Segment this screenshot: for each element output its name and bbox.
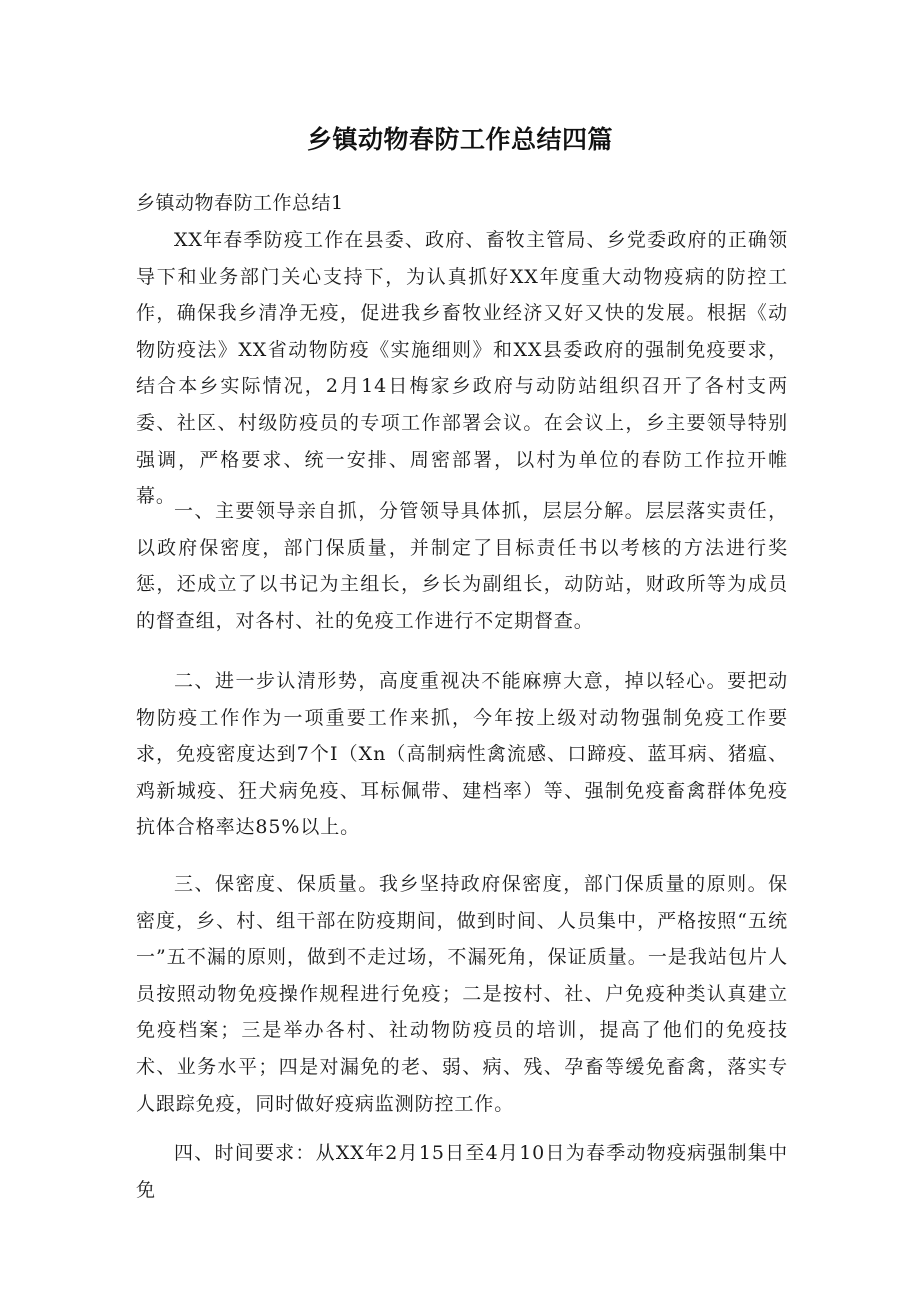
body-paragraph-intro: XX年春季防疫工作在县委、政府、畜牧主管局、乡党委政府的正确领导下和业务部门关心支持下，为认真抓好XX年度重大动物疫病的防控工作，确保我乡清净无疫，促进我乡畜牧业经济又好又快的发展。根据《动物防疫法》XX省动物防疫《实施细则》和XX县委政府的强制免疫要求，结合本乡实际情况，2月14日梅家乡政府与动防站组织召开了各村支两委、社区、村级防疫员的专项工作部署会议。在会议上，乡主要领导特别强调，严格要求、统一安排、周密部署，以村为单位的春防工作拉开帷幕。 — [136, 229, 788, 508]
body-paragraph-point-4: 四、时间要求：从XX年2月15日至4月10日为春季动物疫病强制集中免 — [136, 1142, 788, 1201]
body-paragraph-point-3: 三、保密度、保质量。我乡坚持政府保密度，部门保质量的原则。保密度，乡、村、组干部在防疫期间，做到时间、人员集中，严格按照“五统一”五不漏的原则，做到不走过场，不漏死角，保证质量。一是我站包片人员按照动物免疫操作规程进行免疫；二是按村、社、户免疫种类认真建立免疫档案；三是举办各村、社动物防疫员的培训，提高了他们的免疫技术、业务水平；四是对漏免的老、弱、病、残、孕畜等缓免畜禽，落实专人跟踪免疫，同时做好疫病监测防控工作。 — [136, 873, 788, 1115]
body-paragraph-point-2: 二、进一步认清形势，高度重视决不能麻痹大意，掉以轻心。要把动物防疫工作作为一项重要工作来抓，今年按上级对动物强制免疫工作要求，免疫密度达到7个I（Xn（高制病性禽流感、口蹄疫、蓝耳病、猪瘟、鸡新城疫、狂犬病免疫、耳标佩带、建档率）等、强制免疫畜禽群体免疫抗体合格率达85%以上。 — [136, 670, 788, 839]
body-paragraph-point-1: 一、主要领导亲自抓，分管领导具体抓，层层分解。层层落实责任，以政府保密度，部门保质量，并制定了目标责任书以考核的方法进行奖惩，还成立了以书记为主组长，乡长为副组长，动防站，财政所等为成员的督查组，对各村、社的免疫工作进行不定期督查。 — [136, 500, 788, 632]
document-title: 乡镇动物春防工作总结四篇 — [306, 125, 613, 154]
section-heading: 乡镇动物春防工作总结1 — [136, 192, 344, 214]
